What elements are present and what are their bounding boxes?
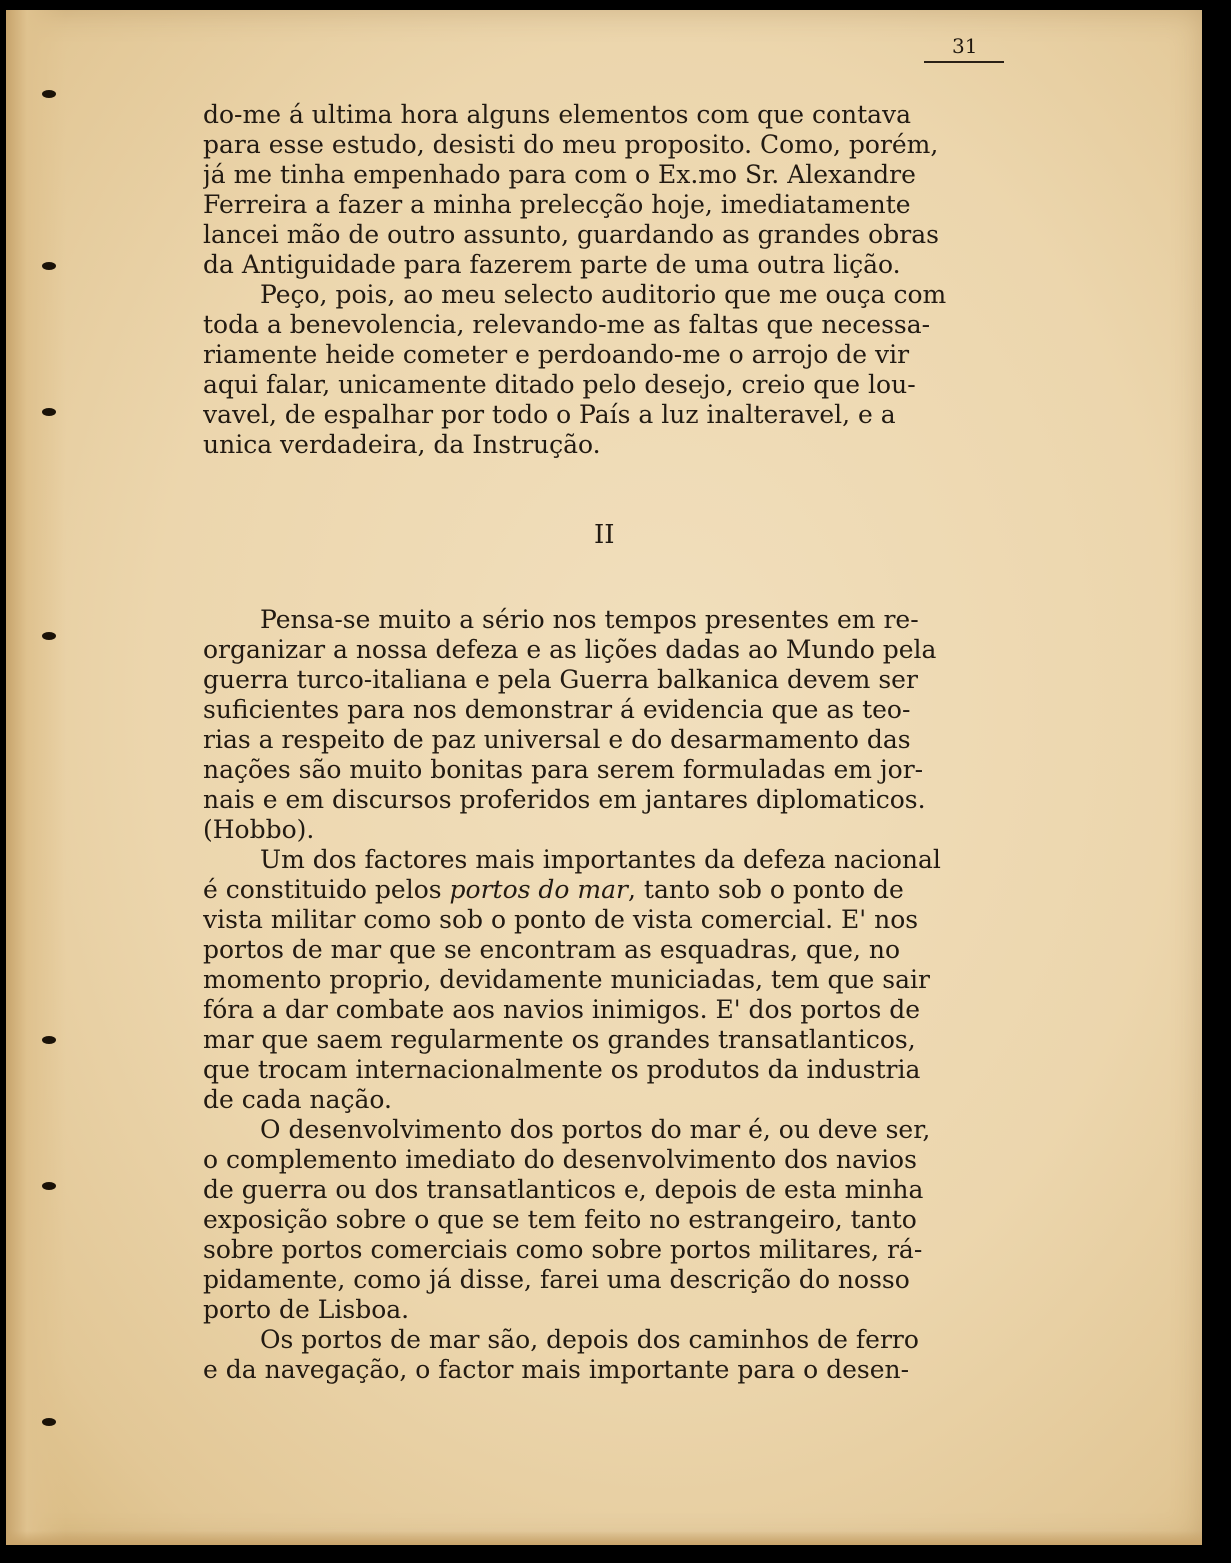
text-line: Peço, pois, ao meu selecto auditorio que me ouça com — [260, 280, 947, 309]
page-number-rule — [924, 61, 1004, 63]
text-line: nações são muito bonitas para serem formuladas em jor- — [203, 755, 924, 784]
text-line: Os portos de mar são, depois dos caminhos de ferro — [260, 1325, 919, 1354]
text-line: exposição sobre o que se tem feito no estrangeiro, tanto — [203, 1205, 917, 1234]
binding-hole — [42, 1418, 56, 1426]
text-line: O desenvolvimento dos portos do mar é, ou deve ser, — [260, 1115, 931, 1144]
text-line: da Antiguidade para fazerem parte de uma outra lição. — [203, 250, 901, 279]
text-line: do-me á ultima hora alguns elementos com que contava — [203, 100, 912, 129]
text-line: sobre portos comerciais como sobre portos militares, rá- — [203, 1235, 923, 1264]
binding-hole — [42, 408, 56, 416]
text-line: pidamente, como já disse, farei uma descrição do nosso — [203, 1265, 910, 1294]
binding-hole — [42, 90, 56, 98]
page-number: 31 — [952, 34, 978, 58]
text-line: Ferreira a fazer a minha prelecção hoje, imediatamente — [203, 190, 911, 219]
text-line: lancei mão de outro assunto, guardando as grandes obras — [203, 220, 939, 249]
text-line: portos de mar que se encontram as esquadras, que, no — [203, 935, 900, 964]
binding-hole — [42, 632, 56, 640]
binding-hole — [42, 262, 56, 270]
text-fragment: , tanto sob o ponto de — [628, 875, 904, 904]
text-line: porto de Lisboa. — [203, 1295, 410, 1324]
text-line: que trocam internacionalmente os produtos da industria — [203, 1055, 921, 1084]
text-line: guerra turco-italiana e pela Guerra balkanica devem ser — [203, 665, 918, 694]
text-line: rias a respeito de paz universal e do desarmamento das — [203, 725, 911, 754]
text-line: vavel, de espalhar por todo o País a luz inalteravel, e a — [203, 400, 896, 429]
text-line: já me tinha empenhado para com o Ex.mo Sr. Alexandre — [203, 160, 916, 189]
text-line: para esse estudo, desisti do meu proposito. Como, porém, — [203, 130, 939, 159]
text-line: aqui falar, unicamente ditado pelo desejo, creio que lou- — [203, 370, 916, 399]
text-line: e da navegação, o factor mais importante para o desen- — [203, 1355, 910, 1384]
italic-phrase: portos do mar — [449, 875, 628, 904]
section-heading: II — [594, 520, 615, 550]
paragraph-block-intro — [203, 100, 1013, 460]
text-line: mar que saem regularmente os grandes transatlanticos, — [203, 1025, 916, 1054]
text-line: organizar a nossa defeza e as lições dadas ao Mundo pela — [203, 635, 937, 664]
text-line: de guerra ou dos transatlanticos e, depois de esta minha — [203, 1175, 924, 1204]
text-line: riamente heide cometer e perdoando-me o arrojo de vir — [203, 340, 910, 369]
text-line: vista militar como sob o ponto de vista comercial. E' nos — [203, 905, 919, 934]
text-line: fóra a dar combate aos navios inimigos. E' dos portos de — [203, 995, 921, 1024]
text-line: (Hobbo). — [203, 815, 315, 844]
text-line: nais e em discursos proferidos em jantares diplomaticos. — [203, 785, 926, 814]
text-line: toda a benevolencia, relevando-me as faltas que necessa- — [203, 310, 931, 339]
text-line: momento proprio, devidamente municiadas, tem que sair — [203, 965, 930, 994]
text-line: de cada nação. — [203, 1085, 392, 1114]
binding-hole — [42, 1182, 56, 1190]
text-line: unica verdadeira, da Instrução. — [203, 430, 601, 459]
text-line: suficientes para nos demonstrar á evidencia que as teo- — [203, 695, 911, 724]
text-line: Pensa-se muito a sério nos tempos presentes em re- — [260, 605, 919, 634]
text-line: Um dos factores mais importantes da defeza nacional — [260, 845, 941, 874]
binding-hole — [42, 1036, 56, 1044]
text-fragment: é constituido pelos — [203, 875, 450, 904]
text-line-with-italic — [203, 875, 1013, 905]
text-line: o complemento imediato do desenvolvimento dos navios — [203, 1145, 917, 1174]
paragraph-block-section-ii — [203, 605, 1013, 1385]
